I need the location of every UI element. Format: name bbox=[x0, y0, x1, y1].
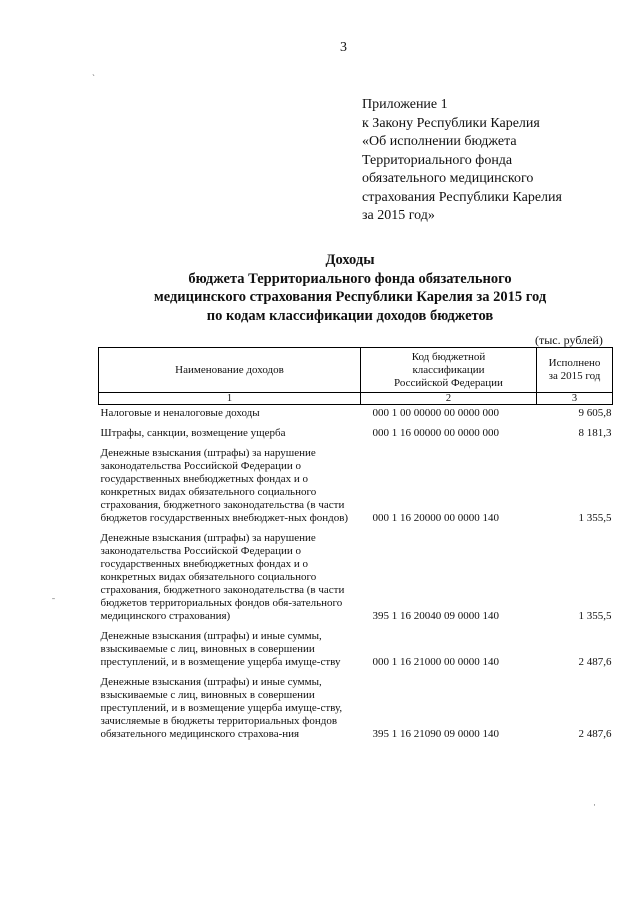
title-line: медицинского страхования Республики Карелия за 2015 год bbox=[153, 289, 547, 305]
scan-speck: ˏ bbox=[92, 66, 95, 76]
table-row bbox=[99, 526, 613, 624]
title-line: Доходы bbox=[325, 252, 375, 268]
page-number: 3 bbox=[340, 40, 347, 55]
appendix-line: «Об исполнении бюджета bbox=[362, 134, 517, 149]
row-classification-code: 395 1 16 20040 09 0000 140 bbox=[372, 610, 499, 622]
row-income-name: Денежные взыскания (штрафы) за нарушение законодательства Российской Федерации о государственных внебюджетных фондах и о конкретных видах обязательного социального страхования, бюджетного законодательства (в части бюджетов территориальных фондов обя-зательного медицинского страхования) bbox=[100, 532, 345, 622]
appendix-line: обязательного медицинского bbox=[362, 171, 534, 186]
row-classification-code: 000 1 16 00000 00 0000 000 bbox=[372, 427, 499, 439]
appendix-line: Территориального фонда bbox=[362, 152, 513, 168]
scan-speck: · bbox=[593, 800, 596, 810]
title-line: по кодам классификации доходов бюджетов bbox=[206, 307, 494, 324]
table-row bbox=[99, 441, 613, 526]
table-row bbox=[99, 405, 613, 422]
scan-speck: ˍ bbox=[52, 590, 55, 600]
table-row bbox=[99, 670, 613, 742]
row-amount: 8 181,3 bbox=[578, 427, 612, 439]
document-title bbox=[100, 251, 600, 325]
row-income-name: Штрафы, санкции, возмещение ущерба bbox=[100, 427, 286, 439]
table-row bbox=[99, 421, 613, 441]
row-amount: 2 487,6 bbox=[578, 656, 612, 668]
row-income-name: Денежные взыскания (штрафы) и иные суммы, взыскиваемые с лиц, виновных в совершении преступлений, и в возмещение ущерба имуще-ству bbox=[100, 630, 341, 668]
row-classification-code: 000 1 16 21000 00 0000 140 bbox=[372, 656, 499, 668]
column-number: 1 bbox=[99, 393, 361, 405]
row-classification-code: 000 1 00 00000 00 0000 000 bbox=[372, 407, 499, 419]
row-amount: 2 487,6 bbox=[578, 728, 612, 740]
unit-label: (тыс. рублей) bbox=[535, 333, 603, 347]
row-amount: 1 355,5 bbox=[578, 512, 612, 524]
row-income-name: Налоговые и неналоговые доходы bbox=[100, 407, 260, 419]
column-number-row bbox=[99, 393, 613, 405]
header-classification-code bbox=[361, 348, 537, 393]
table-row bbox=[99, 624, 613, 670]
appendix-line: к Закону Республики Карелия bbox=[362, 115, 540, 131]
row-amount: 1 355,5 bbox=[578, 610, 612, 622]
column-number: 3 bbox=[537, 393, 613, 405]
header-income-name: Наименование доходов bbox=[99, 348, 361, 393]
appendix-line: Приложение 1 bbox=[362, 97, 448, 112]
row-income-name: Денежные взыскания (штрафы) и иные суммы, взыскиваемые с лиц, виновных в совершении преступлений, и в возмещение ущерба имуще-ству, зачисляемые в бюджеты территориальных фондов обязательного медицинского страхова-ния bbox=[100, 676, 343, 740]
row-classification-code: 395 1 16 21090 09 0000 140 bbox=[372, 728, 499, 740]
appendix-line: за 2015 год» bbox=[362, 208, 435, 223]
row-income-name: Денежные взыскания (штрафы) за нарушение законодательства Российской Федерации о государственных внебюджетных фондах и о конкретных видах обязательного социального страхования, бюджетного законодательства (в части бюджетов государственных внебюджет-ных фондов) bbox=[100, 447, 349, 524]
row-amount: 9 605,8 bbox=[578, 407, 612, 419]
income-table bbox=[98, 347, 613, 742]
header-executed-amount bbox=[537, 348, 613, 393]
column-number: 2 bbox=[361, 393, 537, 405]
row-classification-code: 000 1 16 20000 00 0000 140 bbox=[372, 512, 499, 524]
header-code-text: Код бюджетной классификации Российской Федерации bbox=[394, 350, 503, 389]
appendix-line: страхования Республики Карелия bbox=[362, 189, 562, 205]
header-amount-text: Исполнено за 2015 год bbox=[548, 357, 601, 382]
title-line: бюджета Территориального фонда обязательного bbox=[188, 270, 512, 287]
appendix-caption bbox=[362, 96, 612, 226]
table-header-row bbox=[99, 348, 613, 393]
